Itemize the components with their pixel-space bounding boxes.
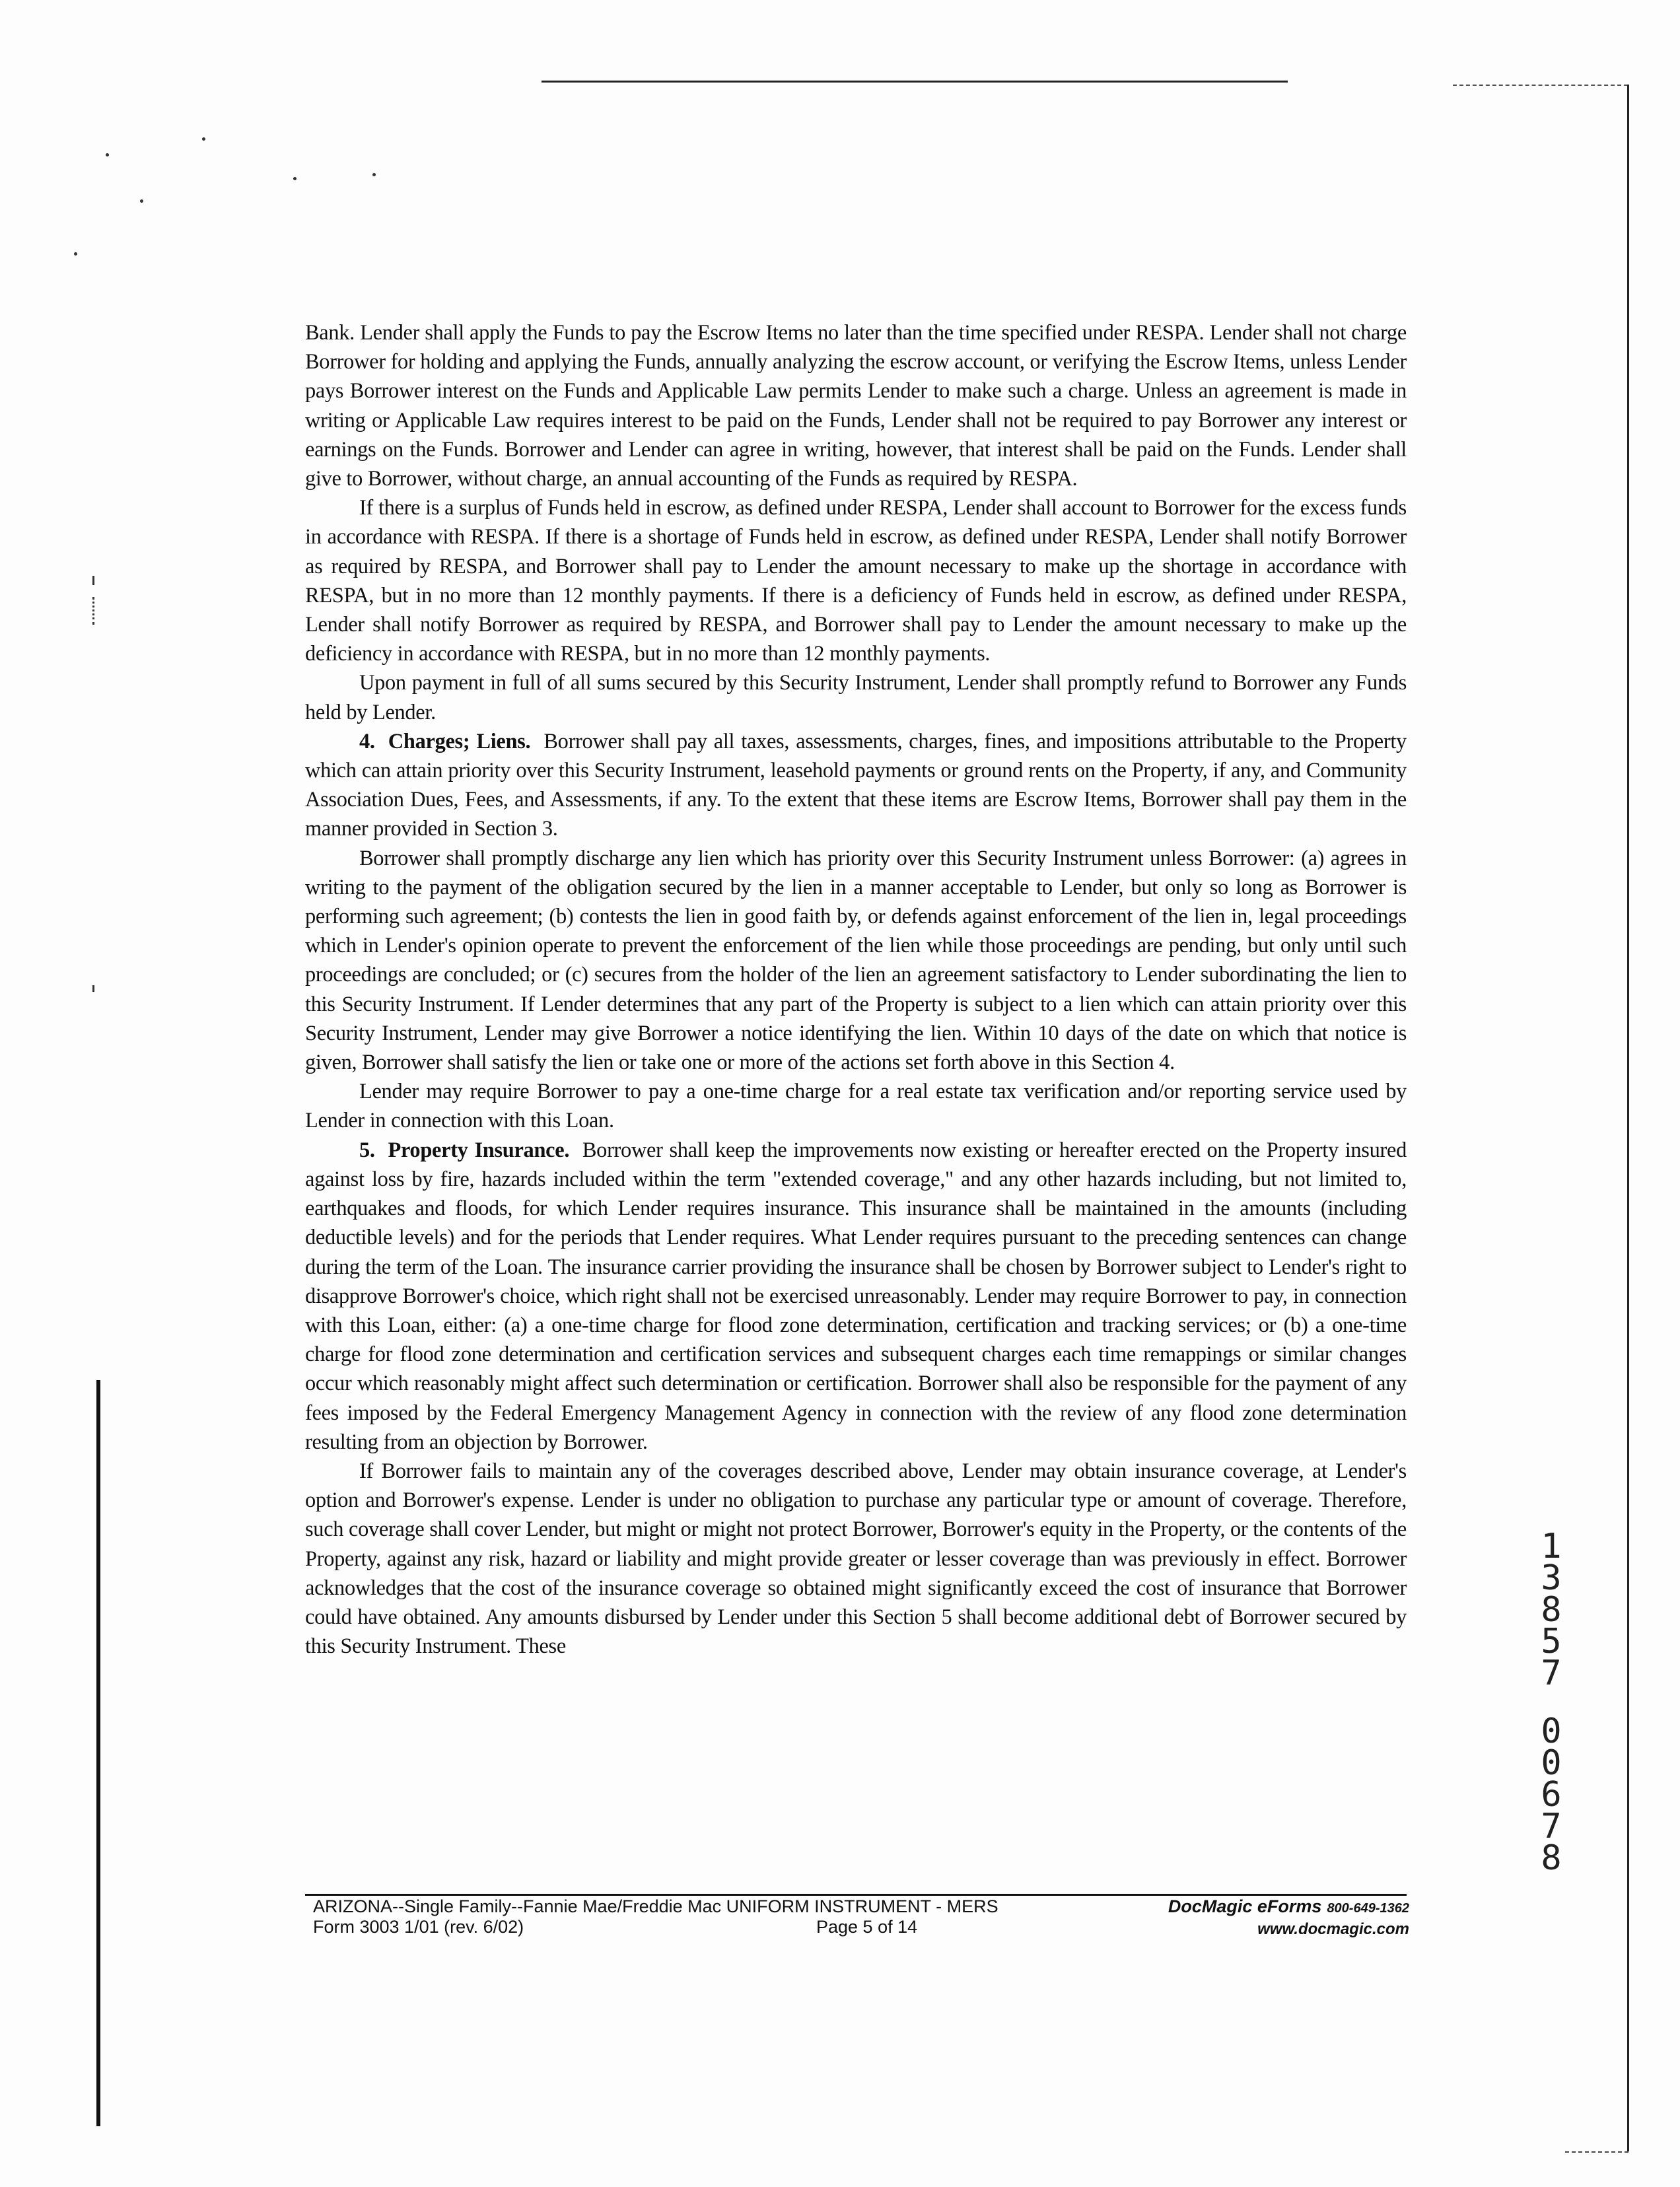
footer-form-title: ARIZONA--Single Family--Fannie Mae/Freddie Mac UNIFORM INSTRUMENT - MERS [313, 1896, 998, 1916]
body-paragraph [305, 727, 1407, 844]
scan-speck [202, 137, 205, 141]
body-paragraph [305, 844, 1407, 1078]
stamp-digit: 8 [1541, 1590, 1562, 1630]
page-number: Page 5 of 14 [816, 1917, 918, 1937]
paragraph-text: Borrower shall promptly discharge any lien which has priority over this Security Instrument unless Borrower: (a) agrees in writing to the payment of the obligation secured by the lien in a manner acceptable to Lender, but only so long as Borrower is performing such agreement; (b) contests the lien in good faith by, or defends against enforcement of the lien in, legal proceedings which in Lender's opinion operate to prevent the enforcement of the lien while those proceedings are pending, but only until such proceedings are concluded; or (c) secures from the holder of the lien an agreement satisfactory to Lender subordinating the lien to this Security Instrument. If Lender determines that any part of the Property is subject to a lien which can attain priority over this Security Instrument, Lender may give Borrower a notice identifying the lien. Within 10 days of the date on which that notice is given, Borrower shall satisfy the lien or take one or more of the actions set forth above in this Section 4. [305, 846, 1407, 1075]
section-title: Property Insurance. [388, 1138, 570, 1162]
scan-speck [106, 153, 109, 156]
scan-edge-right-line [1627, 85, 1629, 2151]
paragraph-text: If Borrower fails to maintain any of the coverages described above, Lender may obtain insurance coverage, at Lender's option and Borrower's expense. Lender is under no obligation to purchase any particular type or amount of coverage. Therefore, such coverage shall cover Lender, but might or might not protect Borrower, Borrower's equity in the Property, or the contents of the Property, against any risk, hazard or liability and might provide greater or lesser coverage than was previously in effect. Borrower acknowledges that the cost of the insurance coverage so obtained might significantly exceed the cost of insurance that Borrower could have obtained. Any amounts disbursed by Lender under this Section 5 shall become additional debt of Borrower secured by this Security Instrument. These [305, 1459, 1407, 1659]
scan-speck [372, 173, 376, 176]
paragraph-text: Borrower shall keep the improvements now existing or hereafter erected on the Property insured against loss by fire, hazards included within the term "extended coverage," and any other hazards including, but not limited to, earthquakes and floods, for which Lender requires insurance. This insurance shall be maintained in the amounts (including deductible levels) and for the periods that Lender requires. What Lender requires pursuant to the preceding sentences can change during the term of the Loan. The insurance carrier providing the insurance shall be chosen by Borrower subject to Lender's right to disapprove Borrower's choice, which right shall not be exercised unreasonably. Lender may require Borrower to pay, in connection with this Loan, either: (a) a one-time charge for flood zone determination, certification and tracking services; or (b) a one-time charge for flood zone determination and certification services and subsequent charges each time remappings or similar changes occur which reasonably might affect such determination or certification. Borrower shall also be responsible for the payment of any fees imposed by the Federal Emergency Management Agency in connection with the review of any flood zone determination resulting from an objection by Borrower. [305, 1138, 1407, 1454]
section-title: Charges; Liens. [388, 729, 531, 753]
paragraph-text: Borrower shall pay all taxes, assessments, charges, fines, and impositions attributable to the Property which can attain priority over this Security Instrument, leasehold payments or ground rents on the Property, if any, and Community Association Dues, Fees, and Assessments, if any. To the extent that these items are Escrow Items, Borrower shall pay them in the manner provided in Section 3. [305, 729, 1407, 841]
stamp-digit: 5 [1541, 1622, 1562, 1661]
footer-vendor [1168, 1896, 1409, 1939]
scan-tick [92, 985, 94, 992]
scan-edge-left-bar [96, 1380, 100, 2126]
body-paragraph [305, 1077, 1407, 1135]
paragraph-text: Upon payment in full of all sums secured by this Security Instrument, Lender shall promptly refund to Borrower any Funds held by Lender. [305, 671, 1407, 724]
body-paragraph [305, 318, 1407, 493]
stamp-digit: 8 [1541, 1838, 1562, 1878]
scan-edge-bottom-dashed [1565, 2151, 1628, 2153]
section-number: 5. [359, 1138, 375, 1162]
scan-tick [92, 597, 96, 625]
stamp-digit: 7 [1541, 1807, 1562, 1846]
paragraph-text: Lender may require Borrower to pay a one-time charge for a real estate tax verification and/or reporting service used by Lender in connection with this Loan. [305, 1080, 1407, 1133]
body-paragraph [305, 1136, 1407, 1457]
scan-speck [140, 199, 143, 203]
scan-edge-top-line [542, 81, 1288, 83]
stamp-digit: 0 [1541, 1712, 1562, 1751]
body-paragraph [305, 668, 1407, 726]
paragraph-text: Bank. Lender shall apply the Funds to pay the Escrow Items no later than the time specified under RESPA. Lender shall not charge Borrower for holding and applying the Funds, annually analyzing the escrow account, or verifying the Escrow Items, unless Lender pays Borrower interest on the Funds and Applicable Law permits Lender to make such a charge. Unless an agreement is made in writing or Applicable Law requires interest to be paid on the Funds, Lender shall not be required to pay Borrower any interest or earnings on the Funds. Borrower and Lender can agree in writing, however, that interest shall be paid on the Funds. Lender shall give to Borrower, without charge, an annual accounting of the Funds as required by RESPA. [305, 321, 1407, 491]
stamp-digit: 3 [1541, 1558, 1562, 1598]
scan-speck [293, 177, 297, 180]
stamp-digit: 6 [1541, 1775, 1562, 1815]
scan-tick [92, 576, 94, 585]
stamp-digit: 7 [1541, 1653, 1562, 1693]
stamp-digit: 1 [1541, 1527, 1562, 1566]
footer-form-number: Form 3003 1/01 (rev. 6/02) [313, 1917, 524, 1937]
document-body [305, 318, 1407, 1661]
page-footer [313, 1896, 1409, 1943]
scan-edge-top-dashed [1453, 85, 1628, 86]
stamp-digit: 0 [1541, 1743, 1562, 1783]
vendor-phone: 800-649-1362 [1327, 1901, 1409, 1916]
section-number: 4. [359, 729, 375, 753]
recording-number-stamp [1535, 1527, 1568, 1878]
vendor-brand: DocMagic eForms [1168, 1896, 1322, 1916]
body-paragraph [305, 1457, 1407, 1661]
footer-rule [305, 1894, 1407, 1896]
scan-speck [74, 252, 77, 256]
paragraph-text: If there is a surplus of Funds held in escrow, as defined under RESPA, Lender shall account to Borrower for the excess funds in accordance with RESPA. If there is a shortage of Funds held in escrow, as defined under RESPA, Lender shall notify Borrower as required by RESPA, and Borrower shall pay to Lender the amount necessary to make up the shortage in accordance with RESPA, but in no more than 12 monthly payments. If there is a deficiency of Funds held in escrow, as defined under RESPA, Lender shall notify Borrower as required by RESPA, and Borrower shall pay to Lender the amount necessary to make up the deficiency in accordance with RESPA, but in no more than 12 monthly payments. [305, 496, 1407, 666]
vendor-url: www.docmagic.com [1257, 1920, 1409, 1938]
body-paragraph [305, 493, 1407, 668]
